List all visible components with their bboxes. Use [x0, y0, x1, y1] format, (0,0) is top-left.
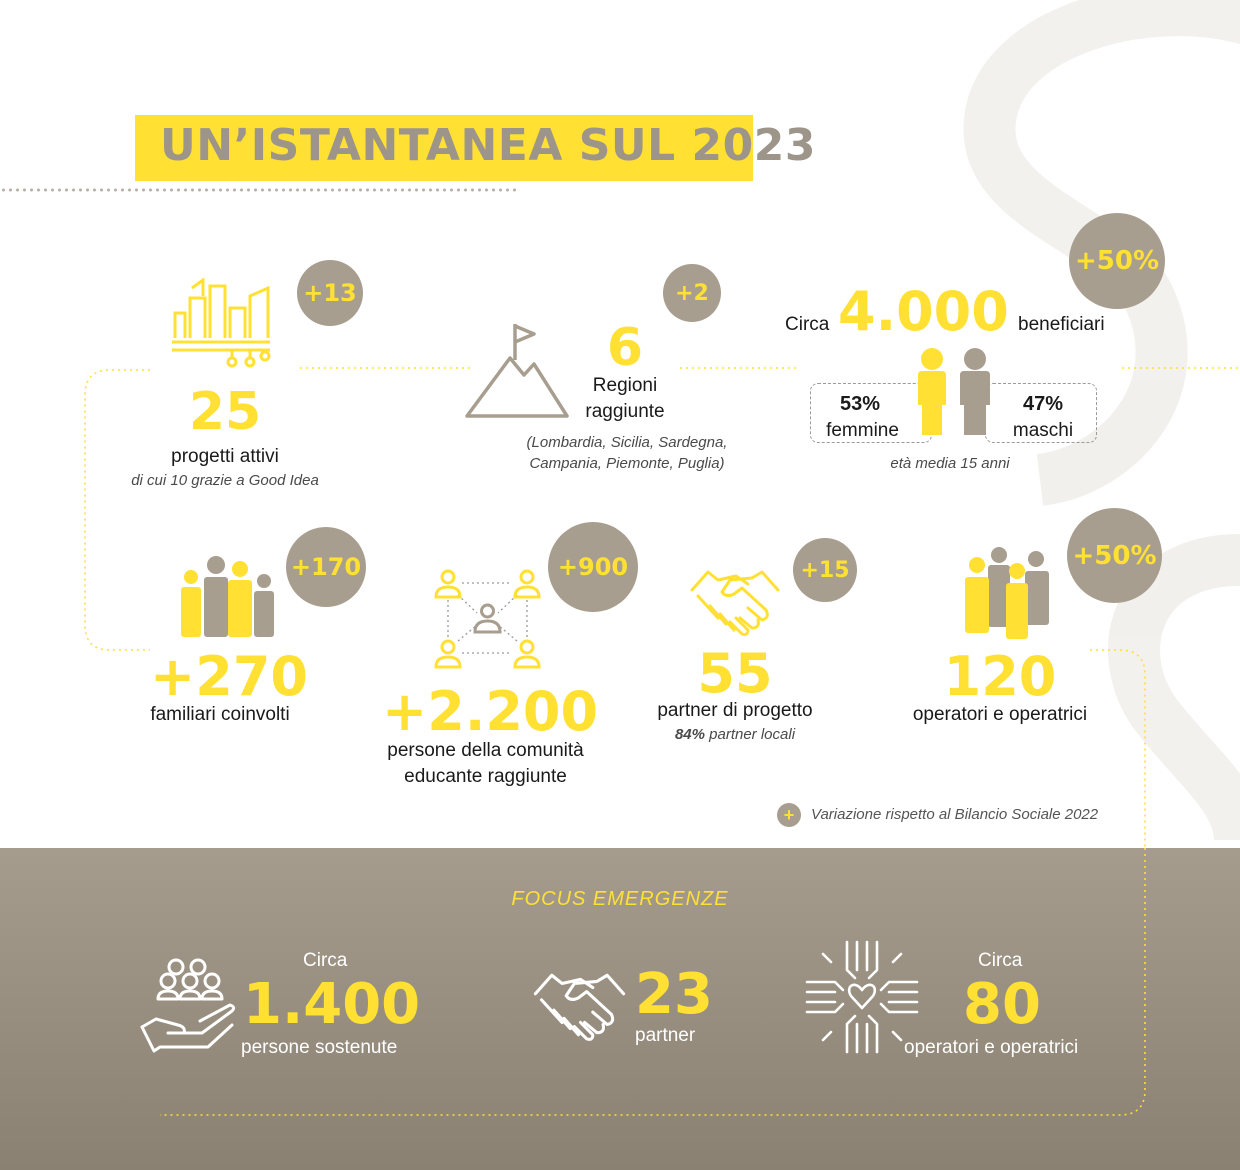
stat-note-regioni-1: (Lombardia, Sicilia, Sardegna,	[526, 434, 728, 451]
female-label: femmine	[826, 420, 899, 441]
stat-note-partner-bold: 84%	[674, 726, 705, 743]
focus-label-operatori: operatori e operatrici	[904, 1037, 1079, 1058]
focus-label-partner: partner	[635, 1025, 696, 1046]
stat-value-familiari: +270	[150, 645, 308, 708]
stat-label-progetti: progetti attivi	[171, 446, 279, 467]
change-badge-partner: +15	[793, 538, 857, 602]
stat-note-beneficiari: età media 15 anni	[890, 455, 1010, 472]
stat-note-regioni-2: Campania, Piemonte, Puglia)	[529, 455, 725, 472]
male-label: maschi	[1012, 420, 1074, 441]
stat-value-partner: 55	[697, 642, 773, 705]
change-badge-beneficiari: +50%	[1069, 213, 1165, 309]
change-badge-comunita: +900	[548, 522, 638, 612]
stat-label-partner: partner di progetto	[657, 700, 813, 721]
stat-note-progetti: di cui 10 grazie a Good Idea	[131, 472, 319, 489]
title-divider	[0, 188, 520, 192]
female-pct: 53%	[839, 393, 881, 415]
focus-prefix-persone: Circa	[303, 950, 348, 971]
stat-label-comunita-1: persone della comunità	[387, 740, 584, 761]
change-badge-familiari: +170	[286, 527, 366, 607]
stat-note-partner	[620, 726, 850, 743]
stat-value-comunita: +2.200	[382, 680, 599, 743]
stat-value-regioni: 6	[606, 318, 644, 378]
focus-label-persone: persone sostenute	[241, 1037, 398, 1058]
page-title: UN’ISTANTANEA SUL 2023	[160, 120, 816, 171]
focus-value-partner: 23	[635, 962, 713, 1027]
stat-label-familiari: familiari coinvolti	[150, 704, 290, 725]
stat-value-progetti: 25	[188, 382, 262, 442]
family-icon	[178, 555, 278, 640]
change-badge-progetti: +13	[297, 260, 363, 326]
hands-heart-icon	[805, 940, 920, 1055]
male-pct: 47%	[1022, 393, 1064, 415]
handshake-icon	[688, 562, 783, 640]
focus-heading: FOCUS EMERGENZE	[511, 888, 729, 910]
legend-plus-icon: +	[777, 803, 801, 827]
city-icon	[170, 278, 275, 370]
people-pair-icon	[912, 345, 998, 437]
hand-people-icon	[138, 955, 238, 1055]
team-icon	[962, 545, 1057, 640]
stat-suffix-beneficiari: beneficiari	[1018, 314, 1105, 335]
focus-prefix-operatori: Circa	[978, 950, 1023, 971]
mountain-flag-icon	[462, 320, 572, 420]
change-badge-operatori: +50%	[1067, 508, 1162, 603]
stat-value-operatori: 120	[943, 645, 1057, 708]
handshake-icon	[530, 965, 630, 1045]
stat-label-comunita-2: educante raggiunte	[404, 766, 567, 787]
stat-label-operatori: operatori e operatrici	[912, 704, 1088, 725]
stat-note-partner-rest: partner locali	[704, 726, 796, 743]
focus-value-operatori: 80	[963, 972, 1041, 1037]
network-people-icon	[430, 565, 545, 670]
focus-value-persone: 1.400	[243, 972, 421, 1037]
stat-prefix-beneficiari: Circa	[785, 314, 830, 335]
stat-label-regioni-1: Regioni	[592, 375, 658, 396]
change-badge-regioni: +2	[663, 264, 721, 322]
legend-text: Variazione rispetto al Bilancio Sociale 2022	[811, 806, 1099, 823]
stat-value-beneficiari: 4.000	[838, 280, 1009, 343]
stat-label-regioni-2: raggiunte	[585, 401, 665, 422]
